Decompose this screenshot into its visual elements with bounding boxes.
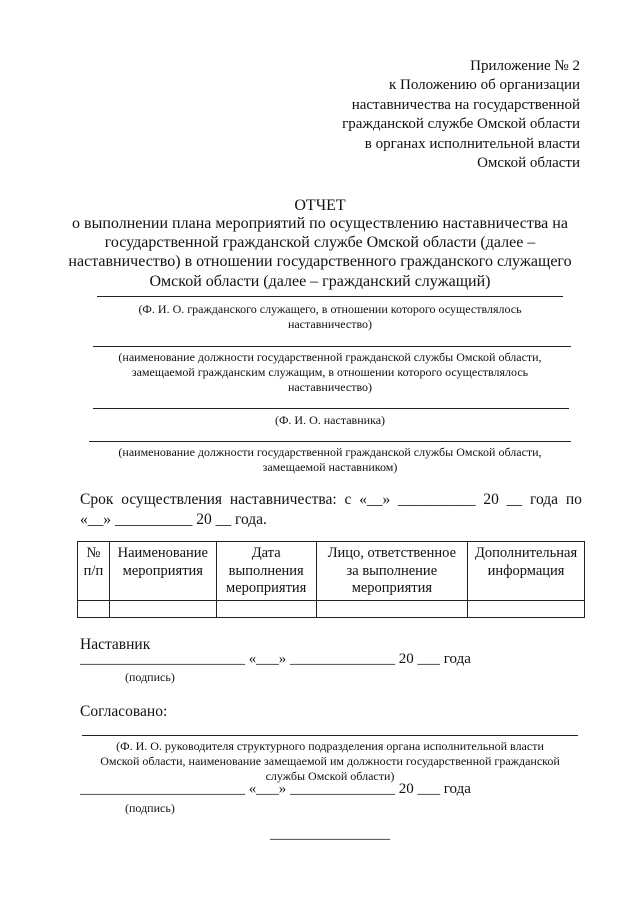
header-completion-date bbox=[216, 542, 316, 601]
report-subtitle bbox=[0, 214, 640, 291]
header-additional-info bbox=[468, 542, 585, 601]
header-number bbox=[78, 542, 110, 601]
header-line: мероприятия bbox=[351, 580, 433, 596]
subtitle-line: государственной гражданской службе Омской области (далее – bbox=[104, 234, 536, 252]
term-word: Срок bbox=[80, 491, 114, 508]
term-word: «__» bbox=[359, 491, 391, 508]
header-line: Наименование bbox=[117, 545, 208, 561]
mentoring-term bbox=[80, 490, 582, 530]
mentor-name-line bbox=[93, 408, 569, 409]
approval-signature-line: ______________________ «___» ______________ 20 ___ года bbox=[80, 781, 471, 797]
employee-name-caption bbox=[80, 302, 580, 332]
term-word: года bbox=[529, 491, 559, 508]
appendix-line: наставничества на государственной bbox=[351, 96, 580, 113]
header-line: № bbox=[86, 545, 101, 561]
term-word: __ bbox=[506, 491, 523, 508]
mentor-name-caption bbox=[80, 413, 580, 428]
term-word: 20 bbox=[483, 491, 499, 508]
header-line: Лицо, ответственное bbox=[327, 545, 456, 561]
mentor-label: Наставник bbox=[80, 636, 151, 653]
table-cell bbox=[316, 600, 467, 617]
caption-line: наставничество) bbox=[287, 317, 373, 331]
header-line: Дополнительная bbox=[474, 545, 578, 561]
caption-line: наставничество) bbox=[287, 380, 373, 394]
caption-line: замещаемой гражданским служащим, в отношении которого осуществлялось bbox=[131, 365, 529, 379]
subtitle-line: о выполнении плана мероприятий по осуществлению наставничества на bbox=[72, 215, 568, 232]
table-row bbox=[78, 600, 585, 617]
header-responsible-person bbox=[316, 542, 467, 601]
approval-signature-caption: (подпись) bbox=[125, 801, 175, 815]
table-cell bbox=[78, 600, 110, 617]
table-cell bbox=[109, 600, 216, 617]
approval-label: Согласовано: bbox=[80, 703, 168, 720]
term-row-1 bbox=[80, 490, 582, 510]
term-word: осуществления bbox=[121, 491, 223, 508]
mentor-signature-caption: (подпись) bbox=[125, 670, 175, 684]
footer-line: ________________ bbox=[270, 826, 390, 842]
term-word: по bbox=[565, 491, 582, 508]
appendix-line: Омской области bbox=[477, 155, 580, 172]
caption-line: (Ф. И. О. гражданского служащего, в отношении которого осуществлялось bbox=[138, 302, 522, 316]
employee-position-caption bbox=[80, 350, 580, 395]
caption-line: Омской области, наименование замещаемой им должности государственной гражданской bbox=[100, 754, 560, 768]
caption-line: (наименование должности государственной гражданской службы Омской области, bbox=[118, 445, 542, 459]
subtitle-line: наставничество) в отношении государственного гражданского служащего bbox=[68, 253, 572, 271]
activities-table bbox=[77, 541, 585, 618]
table-cell bbox=[216, 600, 316, 617]
table-cell bbox=[468, 600, 585, 617]
header-line: мероприятия bbox=[226, 580, 307, 596]
header-line: Дата bbox=[251, 545, 281, 561]
term-word: __________ bbox=[398, 491, 476, 508]
report-title: ОТЧЕТ bbox=[294, 197, 346, 214]
employee-name-line bbox=[97, 296, 563, 297]
header-line: за выполнение bbox=[346, 562, 438, 579]
appendix-header bbox=[342, 57, 580, 173]
table-header-row bbox=[78, 542, 585, 601]
term-word: наставничества: bbox=[229, 491, 337, 508]
caption-line: службы Омской области) bbox=[265, 769, 395, 783]
appendix-line: к Положению об организации bbox=[388, 77, 580, 94]
approval-caption bbox=[80, 739, 580, 784]
term-word: с bbox=[344, 491, 352, 508]
header-line: п/п bbox=[83, 562, 104, 579]
appendix-line: Приложение № 2 bbox=[470, 58, 580, 74]
appendix-line: в органах исполнительной власти bbox=[364, 135, 580, 152]
caption-line: (наименование должности государственной гражданской службы Омской области, bbox=[118, 350, 542, 364]
header-line: информация bbox=[487, 562, 565, 579]
header-line: мероприятия bbox=[122, 562, 203, 579]
subtitle-line: Омской области (далее – гражданский служащий) bbox=[149, 272, 491, 290]
caption-line: замещаемой наставником) bbox=[262, 460, 398, 474]
term-row-2: «__» __________ 20 __ года. bbox=[80, 511, 267, 528]
mentor-position-caption bbox=[80, 445, 580, 475]
appendix-line: гражданской службе Омской области bbox=[342, 116, 580, 133]
approval-name-line bbox=[82, 735, 578, 736]
mentor-position-line bbox=[89, 441, 571, 442]
employee-position-line bbox=[93, 346, 571, 347]
caption-line: (Ф. И. О. руководителя структурного подразделения органа исполнительной власти bbox=[116, 739, 544, 753]
caption-line: (Ф. И. О. наставника) bbox=[274, 413, 386, 427]
mentor-signature-line: ______________________ «___» ______________ 20 ___ года bbox=[80, 651, 471, 667]
header-line: выполнения bbox=[228, 562, 304, 579]
header-activity-name bbox=[109, 542, 216, 601]
